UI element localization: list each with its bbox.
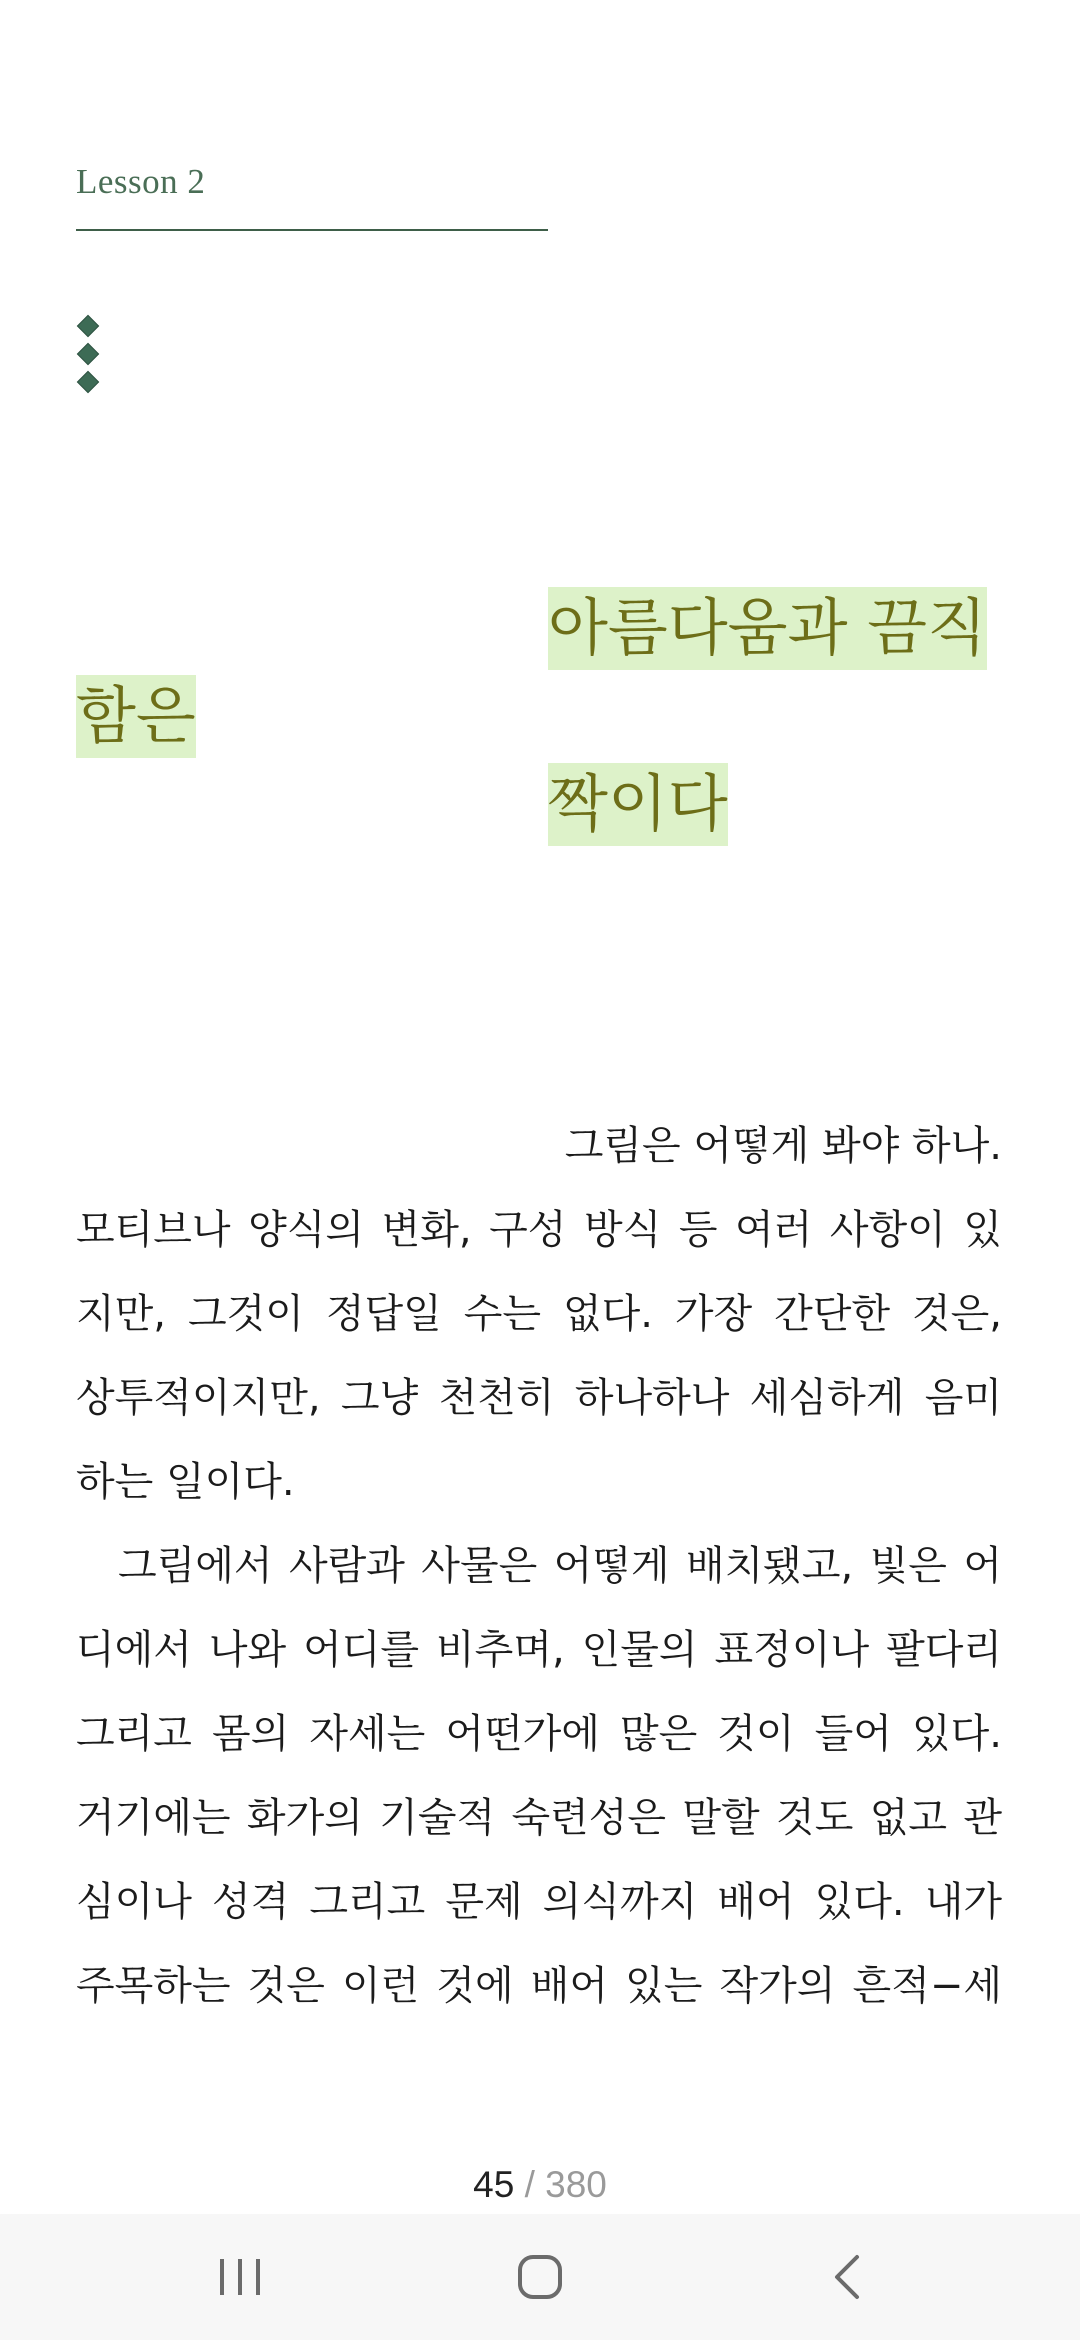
text-line: 주목하는 것은 이런 것에 배어 있는 작가의 흔적−세 — [76, 1963, 1002, 2009]
body-text[interactable] — [76, 1104, 1002, 2028]
text-line: 상투적이지만, 그냥 천천히 하나하나 세심하게 음미 — [76, 1375, 1002, 1421]
back-icon — [829, 2254, 863, 2300]
text-line: 하는 일이다. — [76, 1459, 295, 1505]
back-button[interactable] — [766, 2214, 926, 2340]
chapter-title-line[interactable]: 함은 — [76, 675, 196, 758]
text-line: 거기에는 화가의 기술적 숙련성은 말할 것도 없고 관 — [76, 1795, 1002, 1841]
text-line: 디에서 나와 어디를 비추며, 인물의 표정이나 팔다리 — [76, 1627, 1002, 1673]
system-navigation-bar — [0, 2214, 1080, 2340]
lesson-label: Lesson 2 — [76, 162, 206, 201]
page-separator: / — [524, 2164, 535, 2205]
home-icon — [517, 2254, 563, 2300]
recents-button[interactable] — [160, 2214, 320, 2340]
lesson-divider — [76, 229, 548, 231]
current-page: 45 — [473, 2164, 515, 2205]
text-line: 심이나 성격 그리고 문제 의식까지 배어 있다. 내가 — [76, 1879, 1002, 1925]
total-pages: 380 — [545, 2164, 607, 2205]
diamond-icon — [77, 315, 100, 338]
text-line: 지만, 그것이 정답일 수는 없다. 가장 간단한 것은, — [76, 1291, 1002, 1337]
recents-icon — [218, 2257, 262, 2297]
chapter-title-line[interactable]: 짝이다 — [548, 763, 728, 846]
diamond-icon — [77, 371, 100, 394]
diamond-icon — [77, 343, 100, 366]
home-button[interactable] — [460, 2214, 620, 2340]
text-line: 그림에서 사람과 사물은 어떻게 배치됐고, 빛은 어 — [118, 1543, 1002, 1589]
chapter-title-line[interactable]: 아름다움과 끔직 — [548, 587, 987, 670]
text-line: 그림은 어떻게 봐야 하나. — [564, 1123, 1002, 1169]
text-line: 그리고 몸의 자세는 어떤가에 많은 것이 들어 있다. — [76, 1711, 1002, 1757]
page-counter — [0, 2164, 1080, 2206]
ornament-icon — [76, 318, 102, 402]
text-line: 모티브나 양식의 변화, 구성 방식 등 여러 사항이 있 — [76, 1207, 1002, 1253]
